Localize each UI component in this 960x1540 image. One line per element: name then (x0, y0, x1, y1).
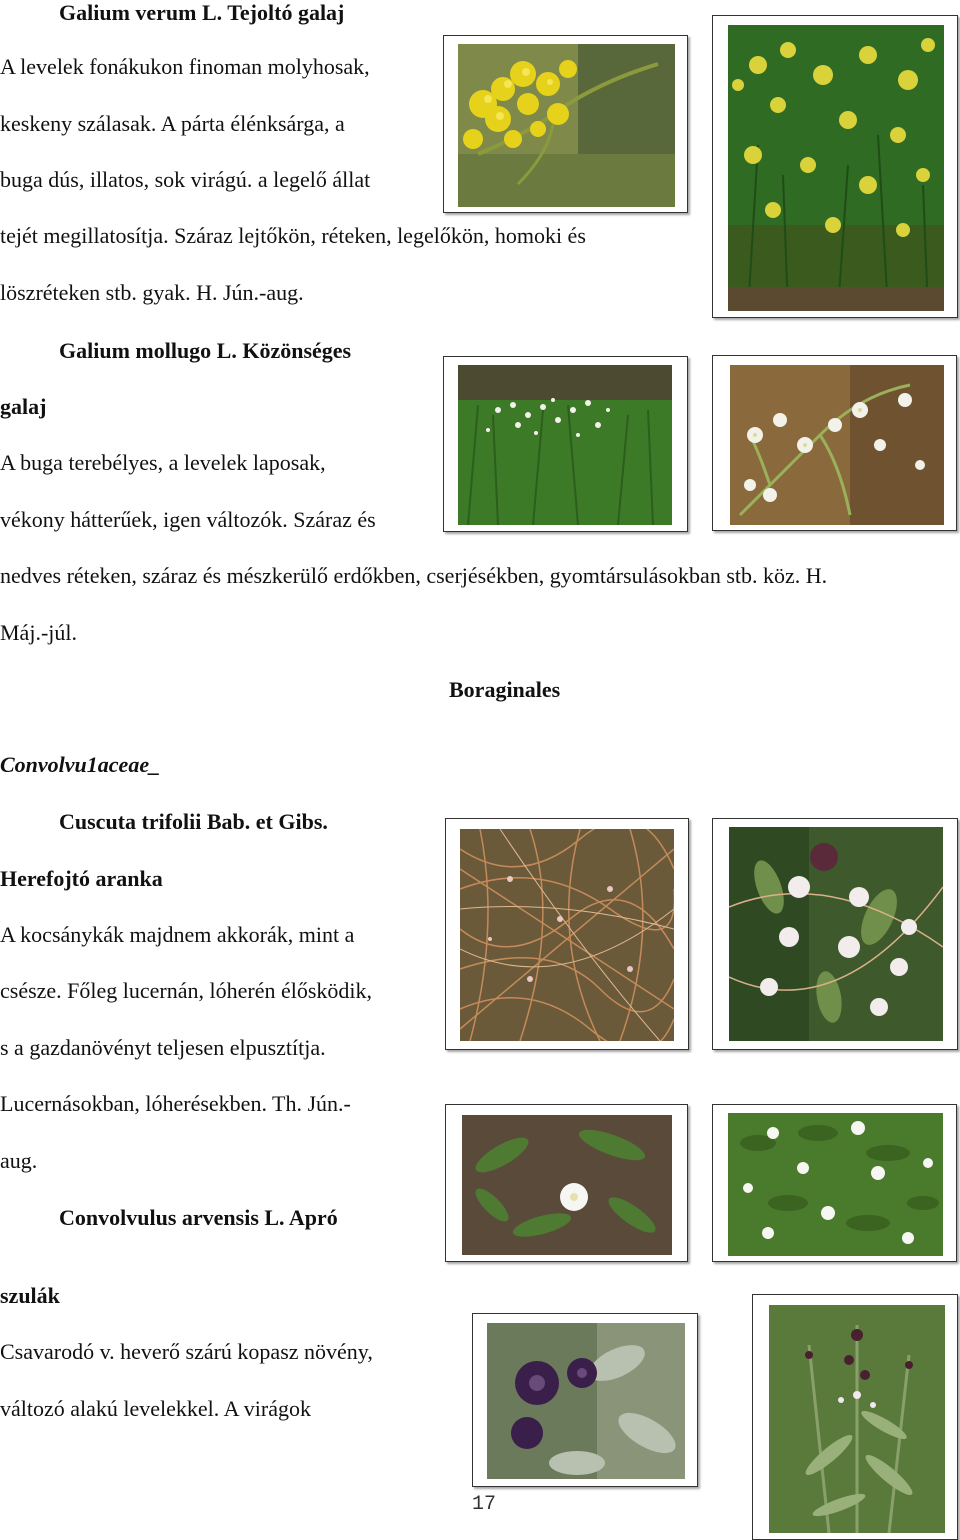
cuscuta-line-2: csésze. Főleg lucernán, lóherén élősködik, (0, 978, 373, 1003)
photo-boraginaceae-closeup (472, 1313, 698, 1487)
photo-cuscuta-tangle (445, 818, 689, 1050)
galium-mollugo-line-4: Máj.-júl. (0, 620, 77, 645)
photo-galium-verum-closeup (443, 35, 688, 213)
convolvulus-title: Convolvulus arvensis L. Apró (59, 1205, 338, 1230)
galium-verum-line-4: tejét megillatosítja. Száraz lejtőkön, réteken, legelőkön, homoki és (0, 223, 586, 248)
photo-convolvulus-patch (712, 1104, 957, 1262)
cuscuta-line-1: A kocsánykák majdnem akkorák, mint a (0, 922, 355, 947)
photo-galium-mollugo-meadow (443, 356, 688, 532)
page-number: 17 (472, 1493, 497, 1516)
galium-verum-line-2: keskeny szálasak. A párta élénksárga, a (0, 111, 345, 136)
cuscuta-line-3: s a gazdanövényt teljesen elpusztítja. (0, 1035, 326, 1060)
galium-verum-line-5: löszréteken stb. gyak. H. Jún.-aug. (0, 280, 304, 305)
galium-mollugo-line-2: vékony hátterűek, igen változók. Száraz és (0, 507, 376, 532)
galium-verum-line-3: buga dús, illatos, sok virágú. a legelő állat (0, 167, 371, 192)
galium-verum-title: Galium verum L. Tejoltó galaj (59, 0, 345, 25)
photo-convolvulus-single (445, 1104, 688, 1262)
galium-mollugo-title-cont: galaj (0, 394, 47, 419)
convolvulus-line-2: változó alakú levelekkel. A virágok (0, 1396, 311, 1421)
galium-mollugo-line-3: nedves réteken, száraz és mészkerülő erdőkben, cserjésékben, gyomtársulásokban stb. köz. H. (0, 563, 828, 588)
order-heading: Boraginales (449, 677, 561, 702)
galium-verum-line-1: A levelek fonákukon finoman molyhosak, (0, 54, 370, 79)
photo-galium-verum-meadow (712, 15, 958, 318)
photo-galium-mollugo-closeup (712, 355, 957, 531)
galium-mollugo-title: Galium mollugo L. Közönséges (59, 338, 352, 363)
cuscuta-line-5: aug. (0, 1148, 38, 1173)
family-heading: Convolvu1aceae_ (0, 752, 161, 777)
convolvulus-line-1: Csavarodó v. heverő szárú kopasz növény, (0, 1339, 373, 1364)
convolvulus-title-cont: szulák (0, 1283, 60, 1308)
cuscuta-line-4: Lucernásokban, lóherésekben. Th. Jún.- (0, 1091, 351, 1116)
galium-mollugo-line-1: A buga terebélyes, a levelek laposak, (0, 450, 326, 475)
photo-cuscuta-closeup (712, 818, 958, 1050)
cuscuta-title: Cuscuta trifolii Bab. et Gibs. (59, 809, 328, 834)
cuscuta-title-cont: Herefojtó aranka (0, 866, 163, 891)
photo-boraginaceae-plant (752, 1294, 958, 1540)
